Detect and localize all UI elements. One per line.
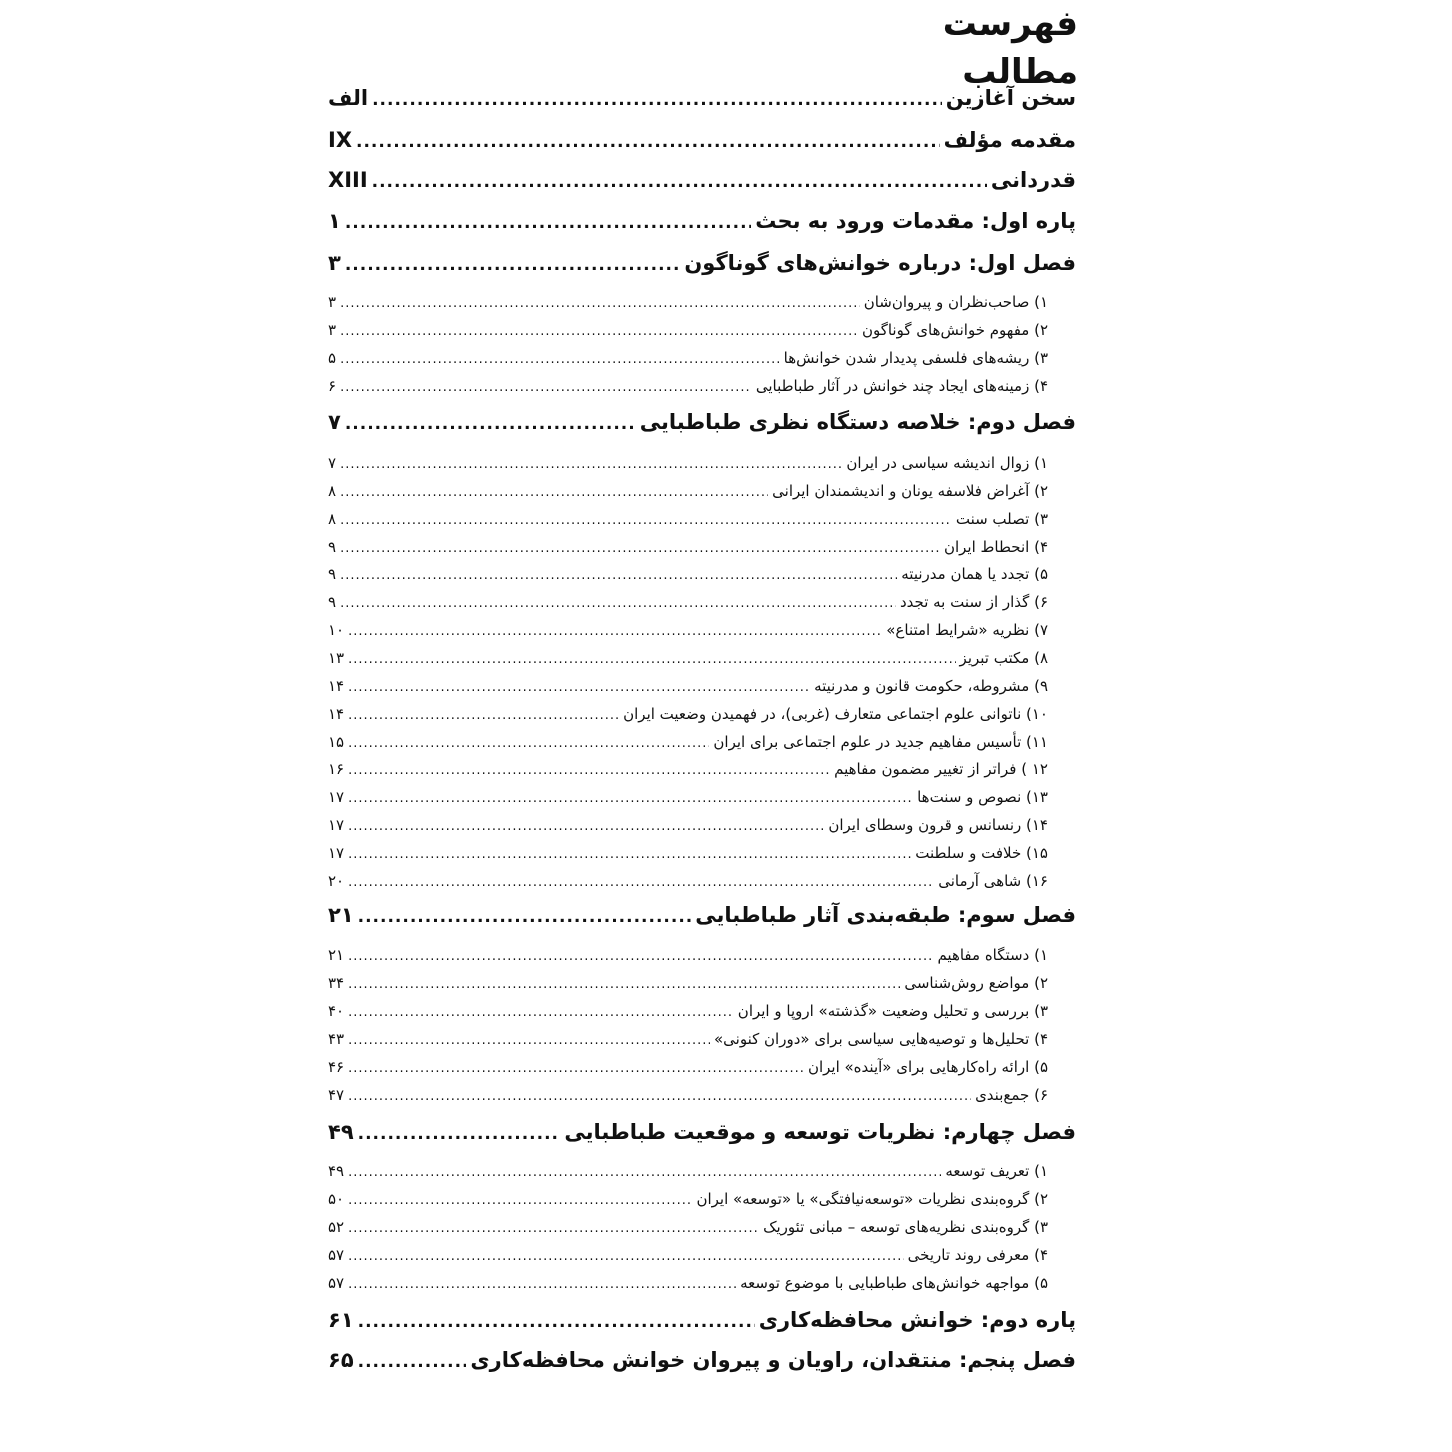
toc-entry-title: ۴) زمینه‌های ایجاد چند خوانش در آثار طباطبایی — [755, 377, 1048, 395]
dot-leader — [348, 758, 830, 784]
dot-leader — [348, 1000, 734, 1026]
dot-leader — [348, 870, 934, 896]
dot-leader — [340, 319, 858, 345]
dot-leader — [358, 899, 692, 935]
toc-subentry[interactable] — [328, 673, 1076, 699]
toc-subentry[interactable] — [328, 1026, 1076, 1052]
toc-page-number: ۹ — [328, 565, 337, 583]
dot-leader — [348, 1272, 736, 1298]
toc-entry-title: ۱) صاحب‌نظران و پیروان‌شان — [863, 293, 1048, 311]
toc-subentry[interactable] — [328, 970, 1076, 996]
toc-heading-entry[interactable] — [328, 245, 1076, 281]
toc-entry-title: ۵) مواجهه خوانش‌های طباطبایی با موضوع توسعه — [740, 1274, 1048, 1292]
dot-leader — [372, 82, 942, 118]
toc-entry-title: ۱۲ ) فراتر از تغییر مضمون مفاهیم — [834, 760, 1048, 778]
toc-page-number: ۷ — [328, 454, 337, 472]
toc-subentry[interactable] — [328, 561, 1076, 587]
dot-leader — [348, 619, 882, 645]
toc-entry-title: ۱۶) شاهی آرمانی — [938, 872, 1048, 890]
toc-subentry[interactable] — [328, 756, 1076, 782]
toc-page-number: ۱۰ — [328, 621, 345, 639]
toc-subentry[interactable] — [328, 373, 1076, 399]
toc-entry-title: ۵) ارائه راه‌کارهایی برای «آینده» ایران — [807, 1058, 1048, 1076]
toc-subentry[interactable] — [328, 1186, 1076, 1212]
toc-subentry[interactable] — [328, 645, 1076, 671]
toc-heading-entry[interactable] — [328, 122, 1076, 158]
toc-entry-title: ۶) گذار از سنت به تجدد — [899, 593, 1048, 611]
toc-page-number: ۸ — [328, 510, 337, 528]
toc-page-number: ۳ — [328, 293, 337, 311]
toc-entry-title: ۱۳) نصوص و سنت‌ها — [917, 788, 1048, 806]
toc-subentry[interactable] — [328, 1242, 1076, 1268]
toc-page-number: ۴۳ — [328, 1030, 345, 1048]
toc-page-number: ۴۶ — [328, 1058, 345, 1076]
toc-subentry[interactable] — [328, 868, 1076, 894]
dot-leader — [340, 347, 780, 373]
toc-entry-title: مقدمه مؤلف — [943, 128, 1076, 152]
toc-subentry[interactable] — [328, 317, 1076, 343]
toc-entry-title: فصل دوم: خلاصه دستگاه نظری طباطبایی — [639, 410, 1076, 434]
dot-leader — [348, 786, 913, 812]
toc-page-number: ۵۷ — [328, 1246, 345, 1264]
dot-leader — [345, 205, 751, 241]
toc-entry-title: فصل چهارم: نظریات توسعه و موقعیت طباطبایی — [564, 1120, 1076, 1144]
dot-leader — [348, 1028, 710, 1054]
toc-subentry[interactable] — [328, 450, 1076, 476]
dot-leader — [348, 703, 619, 729]
toc-entry-title: ۳) ریشه‌های فلسفی پدیدار شدن خوانش‌ها — [783, 349, 1048, 367]
dot-leader — [348, 944, 933, 970]
toc-page-number: ۲۱ — [328, 903, 354, 927]
toc-page-number: ۶ — [328, 377, 337, 395]
dot-leader — [340, 291, 860, 317]
toc-entry-title: ۱۱) تأسیس مفاهیم جدید در علوم اجتماعی برای ایران — [713, 733, 1048, 751]
toc-page-number: ۱۴ — [328, 677, 345, 695]
dot-leader — [348, 1056, 804, 1082]
toc-page-number: ۸ — [328, 482, 337, 500]
toc-page-number: ۶۱ — [328, 1308, 354, 1332]
page-title: فهرست مطالب — [942, 4, 1078, 92]
toc-page-number: ۵۲ — [328, 1218, 345, 1236]
toc-page-number: ۱۷ — [328, 844, 345, 862]
dot-leader — [348, 842, 911, 868]
toc-entry-title: سخن آغازین — [945, 86, 1076, 110]
toc-entry-title: پاره اول: مقدمات ورود به بحث — [755, 209, 1076, 233]
toc-subentry[interactable] — [328, 345, 1076, 371]
toc-subentry[interactable] — [328, 589, 1076, 615]
dot-leader — [340, 536, 940, 562]
toc-heading-entry[interactable] — [328, 897, 1076, 933]
toc-page-number: ۵۰ — [328, 1190, 345, 1208]
dot-leader — [348, 1160, 941, 1186]
toc-page-number: ۱ — [328, 209, 341, 233]
toc-entry-title: ۶) جمع‌بندی — [975, 1086, 1048, 1104]
toc-entry-title: ۴) انحطاط ایران — [943, 538, 1048, 556]
toc-entry-title: ۵) تجدد یا همان مدرنیته — [901, 565, 1048, 583]
toc-entry-title: ۱۴) رنسانس و قرون وسطای ایران — [828, 816, 1048, 834]
dot-leader — [340, 508, 952, 534]
toc-entry-title: ۱) دستگاه مفاهیم — [937, 946, 1048, 964]
toc-entry-title: ۹) مشروطه، حکومت قانون و مدرنیته — [814, 677, 1048, 695]
toc-subentry[interactable] — [328, 784, 1076, 810]
toc-entry-title: ۴) معرفی روند تاریخی — [907, 1246, 1048, 1264]
toc-entry-title: ۲) مفهوم خوانش‌های گوناگون — [861, 321, 1048, 339]
toc-entry-title: ۱) تعریف توسعه — [945, 1162, 1048, 1180]
toc-page-number: ۳ — [328, 321, 337, 339]
toc-subentry[interactable] — [328, 729, 1076, 755]
toc-page-number: ۷ — [328, 410, 341, 434]
toc-subentry[interactable] — [328, 1214, 1076, 1240]
toc-subentry[interactable] — [328, 289, 1076, 315]
toc-subentry[interactable] — [328, 534, 1076, 560]
toc-page-number: ۴۹ — [328, 1120, 354, 1144]
toc-subentry[interactable] — [328, 812, 1076, 838]
toc-page-number: ۱۷ — [328, 816, 345, 834]
toc-entry-title: ۴) تحلیل‌ها و توصیه‌هایی سیاسی برای «دوران کنونی» — [713, 1030, 1048, 1048]
toc-subentry[interactable] — [328, 942, 1076, 968]
toc-page-number: ۹ — [328, 593, 337, 611]
toc-subentry[interactable] — [328, 840, 1076, 866]
toc-subentry[interactable] — [328, 1270, 1076, 1296]
toc-page-number: ۵۷ — [328, 1274, 345, 1292]
dot-leader — [340, 452, 842, 478]
toc-entry-title: ۳) گروه‌بندی نظریه‌های توسعه – مبانی تئوریک — [763, 1218, 1048, 1236]
toc-page-number: ۱۴ — [328, 705, 345, 723]
dot-leader — [340, 563, 897, 589]
dot-leader — [358, 1116, 561, 1152]
dot-leader — [348, 1188, 692, 1214]
toc-page-number: ۲۰ — [328, 872, 345, 890]
toc-entry-title: فصل سوم: طبقه‌بندی آثار طباطبایی — [695, 903, 1076, 927]
toc-page-number: IX — [328, 128, 353, 152]
dot-leader — [340, 480, 768, 506]
toc-subentry[interactable] — [328, 617, 1076, 643]
dot-leader — [348, 1216, 759, 1242]
toc-page-number: XIII — [328, 168, 368, 192]
toc-entry-title: ۲) آغراض فلاسفه یونان و اندیشمندان ایرانی — [772, 482, 1048, 500]
toc-subentry[interactable] — [328, 1054, 1076, 1080]
toc-entry-title: ۳) تصلب سنت — [955, 510, 1048, 528]
toc-page-number: ۹ — [328, 538, 337, 556]
toc-page-number: ۱۵ — [328, 733, 345, 751]
toc-entry-title: ۳) بررسی و تحلیل وضعیت «گذشته» اروپا و ایران — [737, 1002, 1048, 1020]
dot-leader — [358, 1304, 755, 1340]
toc-entry-title: ۱) زوال اندیشه سیاسی در ایران — [846, 454, 1048, 472]
toc-entry-title: ۲) گروه‌بندی نظریات «توسعه‌نیافتگی» یا «توسعه» ایران — [696, 1190, 1048, 1208]
toc-subentry[interactable] — [328, 1158, 1076, 1184]
dot-leader — [348, 814, 824, 840]
toc-heading-entry[interactable] — [328, 404, 1076, 440]
toc-subentry[interactable] — [328, 998, 1076, 1024]
dot-leader — [348, 675, 810, 701]
dot-leader — [372, 164, 987, 200]
toc-entry-title: پاره دوم: خوانش محافظه‌کاری — [758, 1308, 1076, 1332]
toc-entry-title: ۷) نظریه «شرایط امتناع» — [886, 621, 1048, 639]
toc-entry-title: ۸) مکتب تبریز — [959, 649, 1048, 667]
dot-leader — [348, 647, 955, 673]
toc-heading-entry[interactable] — [328, 203, 1076, 239]
toc-entry-title: ۱۵) خلافت و سلطنت — [915, 844, 1048, 862]
dot-leader — [348, 731, 709, 757]
dot-leader — [345, 247, 681, 283]
toc-entry-title: ۲) مواضع روش‌شناسی — [904, 974, 1048, 992]
dot-leader — [358, 1344, 467, 1380]
toc-page-number: ۶۵ — [328, 1348, 354, 1372]
toc-page-number: ۵ — [328, 349, 337, 367]
dot-leader — [348, 1244, 904, 1270]
dot-leader — [356, 124, 940, 160]
toc-heading-entry[interactable] — [328, 80, 1076, 116]
toc-entry-title: قدردانی — [990, 168, 1076, 192]
toc-subentry[interactable] — [328, 1082, 1076, 1108]
toc-page-number: ۳۴ — [328, 974, 345, 992]
toc-entry-title: فصل پنجم: منتقدان، راویان و پیروان خوانش محافظه‌کاری — [470, 1348, 1076, 1372]
toc-page-number: ۴۷ — [328, 1086, 345, 1104]
dot-leader — [340, 375, 752, 401]
toc-page-number: ۱۷ — [328, 788, 345, 806]
toc-page-number: ۲۱ — [328, 946, 345, 964]
toc-heading-entry[interactable] — [328, 1302, 1076, 1338]
toc-heading-entry[interactable] — [328, 1342, 1076, 1378]
toc-page-number: ۴۰ — [328, 1002, 345, 1020]
dot-leader — [348, 972, 900, 998]
toc-page-number: ۴۹ — [328, 1162, 345, 1180]
toc-page-number: ۱۳ — [328, 649, 345, 667]
dot-leader — [345, 406, 636, 442]
toc-heading-entry[interactable] — [328, 162, 1076, 198]
toc-entry-title: ۱۰) ناتوانی علوم اجتماعی متعارف (غربی)، در فهمیدن وضعیت ایران — [623, 705, 1048, 723]
dot-leader — [340, 591, 896, 617]
toc-subentry[interactable] — [328, 506, 1076, 532]
toc-page-number: ۳ — [328, 251, 341, 275]
toc-heading-entry[interactable] — [328, 1114, 1076, 1150]
toc-page-number: الف — [328, 86, 369, 110]
toc-subentry[interactable] — [328, 701, 1076, 727]
toc-entry-title: فصل اول: درباره خوانش‌های گوناگون — [684, 251, 1076, 275]
toc-subentry[interactable] — [328, 478, 1076, 504]
toc-page-number: ۱۶ — [328, 760, 345, 778]
dot-leader — [348, 1084, 971, 1110]
